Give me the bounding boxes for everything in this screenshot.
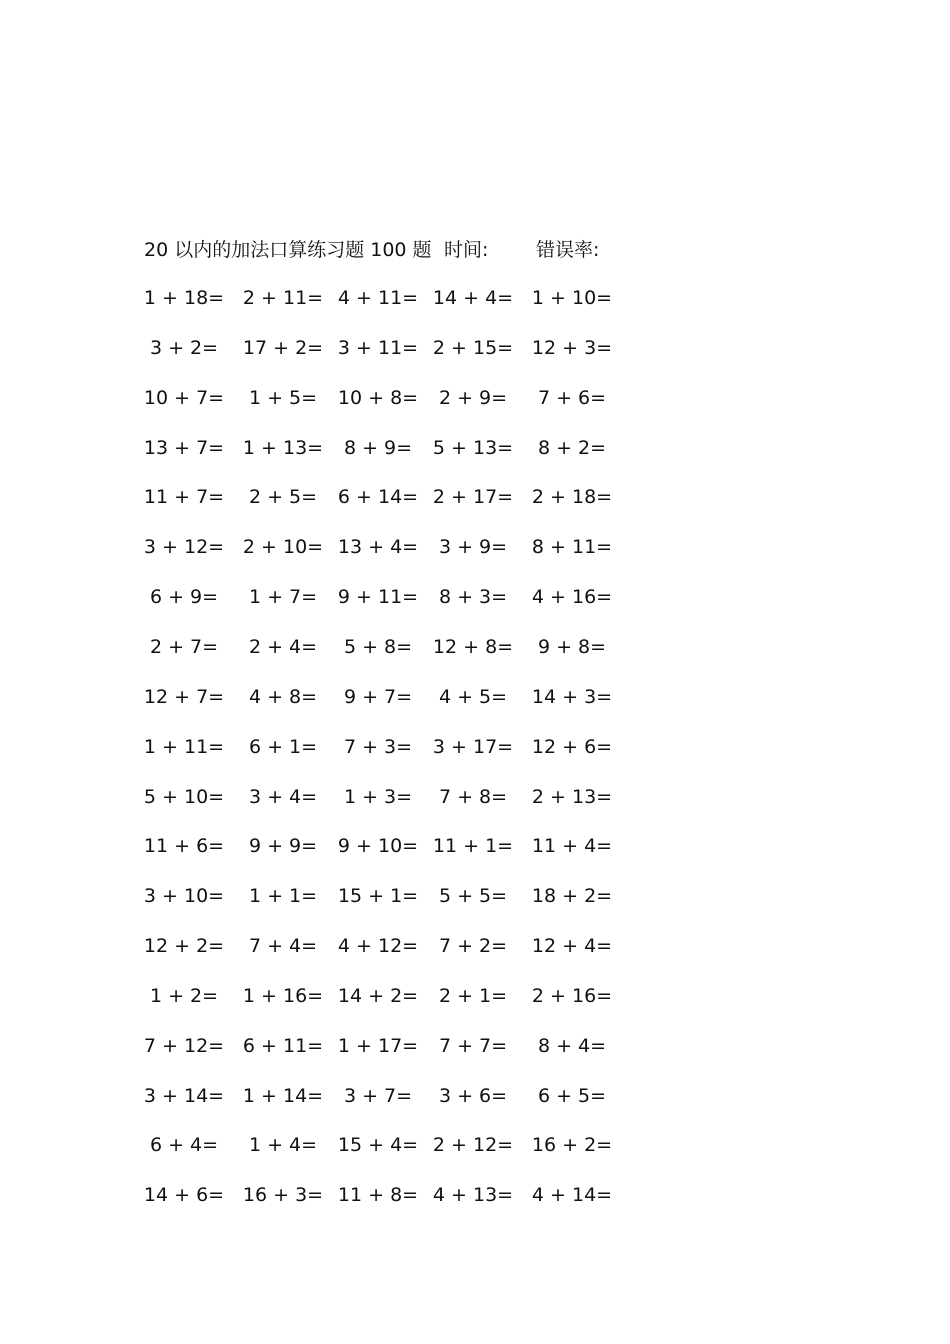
problem-item: 15 + 4= <box>337 1134 419 1156</box>
problem-item: 5 + 13= <box>432 437 514 459</box>
problem-item: 11 + 6= <box>143 835 225 857</box>
problem-item: 12 + 3= <box>531 337 613 359</box>
problem-item: 9 + 9= <box>248 835 318 857</box>
problem-item: 9 + 8= <box>537 636 607 658</box>
problem-item: 4 + 5= <box>438 686 508 708</box>
problem-item: 2 + 9= <box>438 387 508 409</box>
problem-item: 1 + 5= <box>248 387 318 409</box>
problem-item: 14 + 2= <box>337 985 419 1007</box>
problem-item: 2 + 7= <box>149 636 219 658</box>
problem-item: 4 + 11= <box>337 287 419 309</box>
problem-item: 3 + 9= <box>438 536 508 558</box>
problem-item: 12 + 7= <box>143 686 225 708</box>
problem-item: 1 + 13= <box>242 437 324 459</box>
problem-item: 4 + 8= <box>248 686 318 708</box>
problem-item: 7 + 4= <box>248 935 318 957</box>
problem-item: 1 + 18= <box>143 287 225 309</box>
problem-item: 4 + 13= <box>432 1184 514 1206</box>
problem-item: 7 + 2= <box>438 935 508 957</box>
problem-item: 1 + 16= <box>242 985 324 1007</box>
problem-item: 8 + 9= <box>343 437 413 459</box>
problem-item: 3 + 6= <box>438 1085 508 1107</box>
problem-item: 10 + 7= <box>143 387 225 409</box>
problem-item: 14 + 4= <box>432 287 514 309</box>
problem-item: 11 + 7= <box>143 486 225 508</box>
problem-item: 6 + 11= <box>242 1035 324 1057</box>
problem-item: 9 + 7= <box>343 686 413 708</box>
problem-item: 6 + 4= <box>149 1134 219 1156</box>
problem-item: 4 + 16= <box>531 586 613 608</box>
problem-item: 1 + 4= <box>248 1134 318 1156</box>
problem-item: 8 + 4= <box>537 1035 607 1057</box>
problem-item: 8 + 11= <box>531 536 613 558</box>
problem-item: 7 + 12= <box>143 1035 225 1057</box>
problem-item: 14 + 3= <box>531 686 613 708</box>
problem-item: 2 + 13= <box>531 786 613 808</box>
problem-item: 12 + 2= <box>143 935 225 957</box>
problem-item: 13 + 4= <box>337 536 419 558</box>
problem-item: 2 + 17= <box>432 486 514 508</box>
problem-item: 2 + 18= <box>531 486 613 508</box>
problem-item: 8 + 2= <box>537 437 607 459</box>
problem-item: 2 + 16= <box>531 985 613 1007</box>
problem-item: 11 + 8= <box>337 1184 419 1206</box>
problem-item: 1 + 7= <box>248 586 318 608</box>
problem-item: 1 + 2= <box>149 985 219 1007</box>
problem-item: 3 + 10= <box>143 885 225 907</box>
problem-item: 5 + 5= <box>438 885 508 907</box>
problem-item: 1 + 1= <box>248 885 318 907</box>
problem-item: 2 + 4= <box>248 636 318 658</box>
problem-item: 3 + 17= <box>432 736 514 758</box>
problem-item: 4 + 14= <box>531 1184 613 1206</box>
problem-item: 9 + 11= <box>337 586 419 608</box>
problem-item: 14 + 6= <box>143 1184 225 1206</box>
problem-item: 7 + 8= <box>438 786 508 808</box>
problem-item: 7 + 3= <box>343 736 413 758</box>
problem-item: 10 + 8= <box>337 387 419 409</box>
problem-item: 6 + 9= <box>149 586 219 608</box>
problem-item: 12 + 4= <box>531 935 613 957</box>
problem-item: 17 + 2= <box>242 337 324 359</box>
problem-item: 2 + 11= <box>242 287 324 309</box>
problem-item: 12 + 6= <box>531 736 613 758</box>
problem-item: 18 + 2= <box>531 885 613 907</box>
problem-item: 1 + 14= <box>242 1085 324 1107</box>
problem-item: 7 + 6= <box>537 387 607 409</box>
problem-item: 2 + 10= <box>242 536 324 558</box>
problem-item: 16 + 3= <box>242 1184 324 1206</box>
problem-item: 3 + 2= <box>149 337 219 359</box>
problem-item: 2 + 1= <box>438 985 508 1007</box>
problem-item: 12 + 8= <box>432 636 514 658</box>
problem-item: 13 + 7= <box>143 437 225 459</box>
problem-item: 1 + 17= <box>337 1035 419 1057</box>
problem-item: 11 + 1= <box>432 835 514 857</box>
problem-item: 5 + 10= <box>143 786 225 808</box>
problem-item: 3 + 14= <box>143 1085 225 1107</box>
problem-item: 11 + 4= <box>531 835 613 857</box>
problem-item: 4 + 12= <box>337 935 419 957</box>
problem-item: 8 + 3= <box>438 586 508 608</box>
time-label: 时间: <box>444 239 489 261</box>
problem-item: 9 + 10= <box>337 835 419 857</box>
worksheet-title: 20 以内的加法口算练习题 100 题 <box>144 239 432 261</box>
problem-item: 1 + 11= <box>143 736 225 758</box>
problem-item: 2 + 12= <box>432 1134 514 1156</box>
problem-item: 6 + 5= <box>537 1085 607 1107</box>
problem-item: 2 + 15= <box>432 337 514 359</box>
problem-item: 1 + 10= <box>531 287 613 309</box>
problem-item: 3 + 7= <box>343 1085 413 1107</box>
problem-item: 6 + 14= <box>337 486 419 508</box>
problem-item: 3 + 12= <box>143 536 225 558</box>
problem-item: 1 + 3= <box>343 786 413 808</box>
problem-item: 15 + 1= <box>337 885 419 907</box>
problem-item: 16 + 2= <box>531 1134 613 1156</box>
problem-item: 2 + 5= <box>248 486 318 508</box>
problem-item: 6 + 1= <box>248 736 318 758</box>
problem-item: 3 + 11= <box>337 337 419 359</box>
problem-item: 7 + 7= <box>438 1035 508 1057</box>
problem-item: 5 + 8= <box>343 636 413 658</box>
problem-item: 3 + 4= <box>248 786 318 808</box>
error-rate-label: 错误率: <box>536 239 600 261</box>
